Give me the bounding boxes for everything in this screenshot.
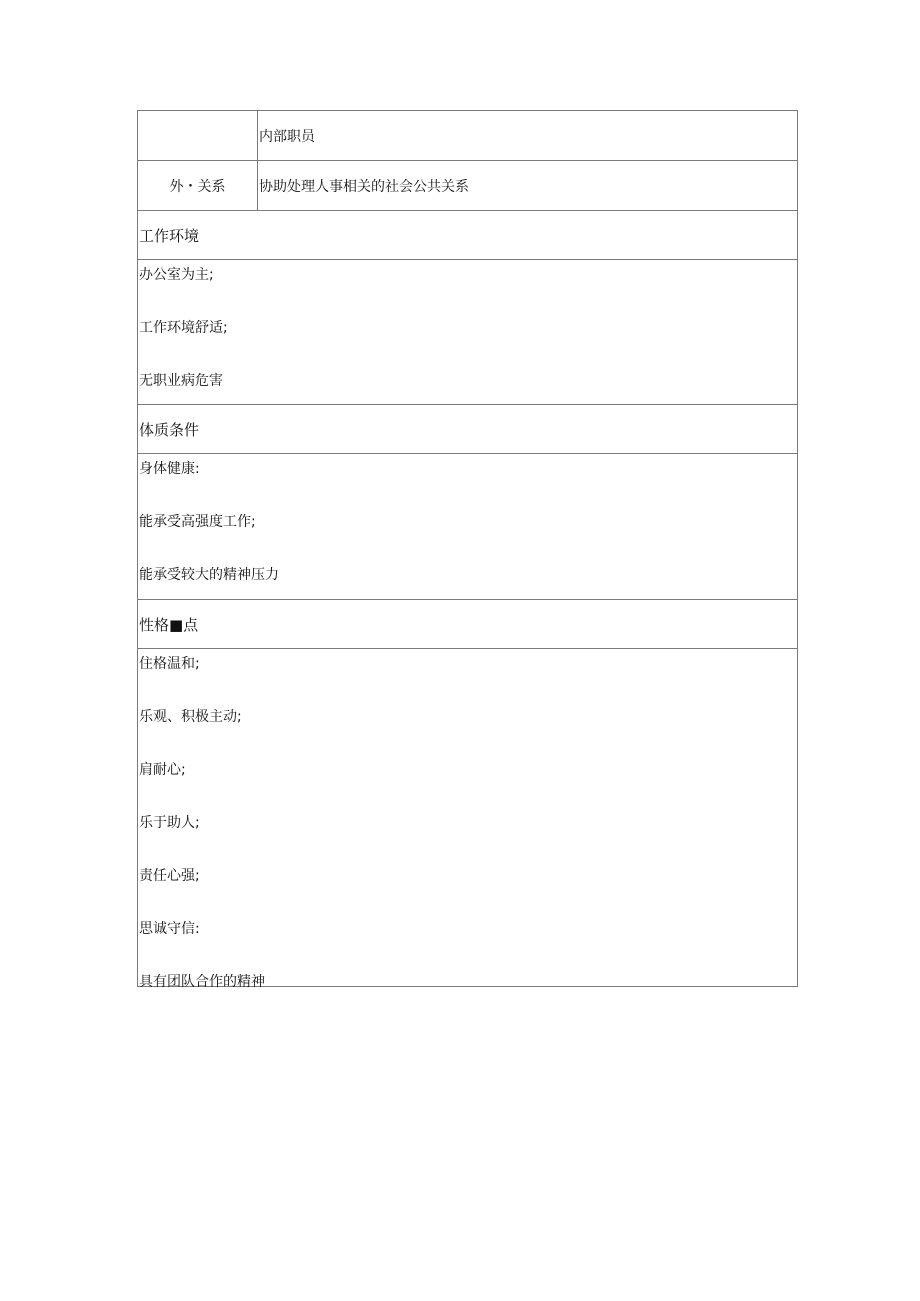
personality-item: 肩耐心; (139, 762, 186, 778)
personality-content (138, 649, 797, 990)
work-environment-item: 工作环境舒适; (139, 320, 228, 336)
work-environment-content (138, 260, 797, 405)
physical-condition-item: 能承受较大的精神压力 (139, 567, 279, 583)
work-environment-heading: 工作环境 (138, 211, 797, 260)
row-internal-relations (138, 111, 797, 161)
personality-item: 乐观、积极主动; (139, 709, 242, 725)
job-description-table (137, 110, 798, 990)
personality-item: 乐于助人; (139, 815, 200, 831)
physical-condition-item: 身体健康: (139, 461, 200, 477)
work-environment-item: 办公室为主; (139, 267, 214, 283)
physical-condition-item: 能承受高强度工作; (139, 514, 256, 530)
personality-item: 思诚守信: (139, 921, 200, 937)
physical-condition-heading: 体质条件 (138, 405, 797, 454)
row-external-label: 外・关系 (138, 161, 258, 210)
personality-item: 责任心强; (139, 868, 200, 884)
row-external-relations (138, 161, 797, 211)
row-internal-label (138, 111, 258, 160)
personality-item: 具有团队合作的精神 (139, 974, 265, 990)
row-internal-value: 内部职员 (259, 128, 315, 145)
personality-item: 住格温和; (139, 656, 200, 672)
physical-condition-content (138, 454, 797, 600)
work-environment-item: 无职业病危害 (139, 373, 223, 389)
row-external-value: 协助处理人事相关的社会公共关系 (259, 178, 469, 195)
personality-heading: 性格■点 (138, 600, 797, 649)
